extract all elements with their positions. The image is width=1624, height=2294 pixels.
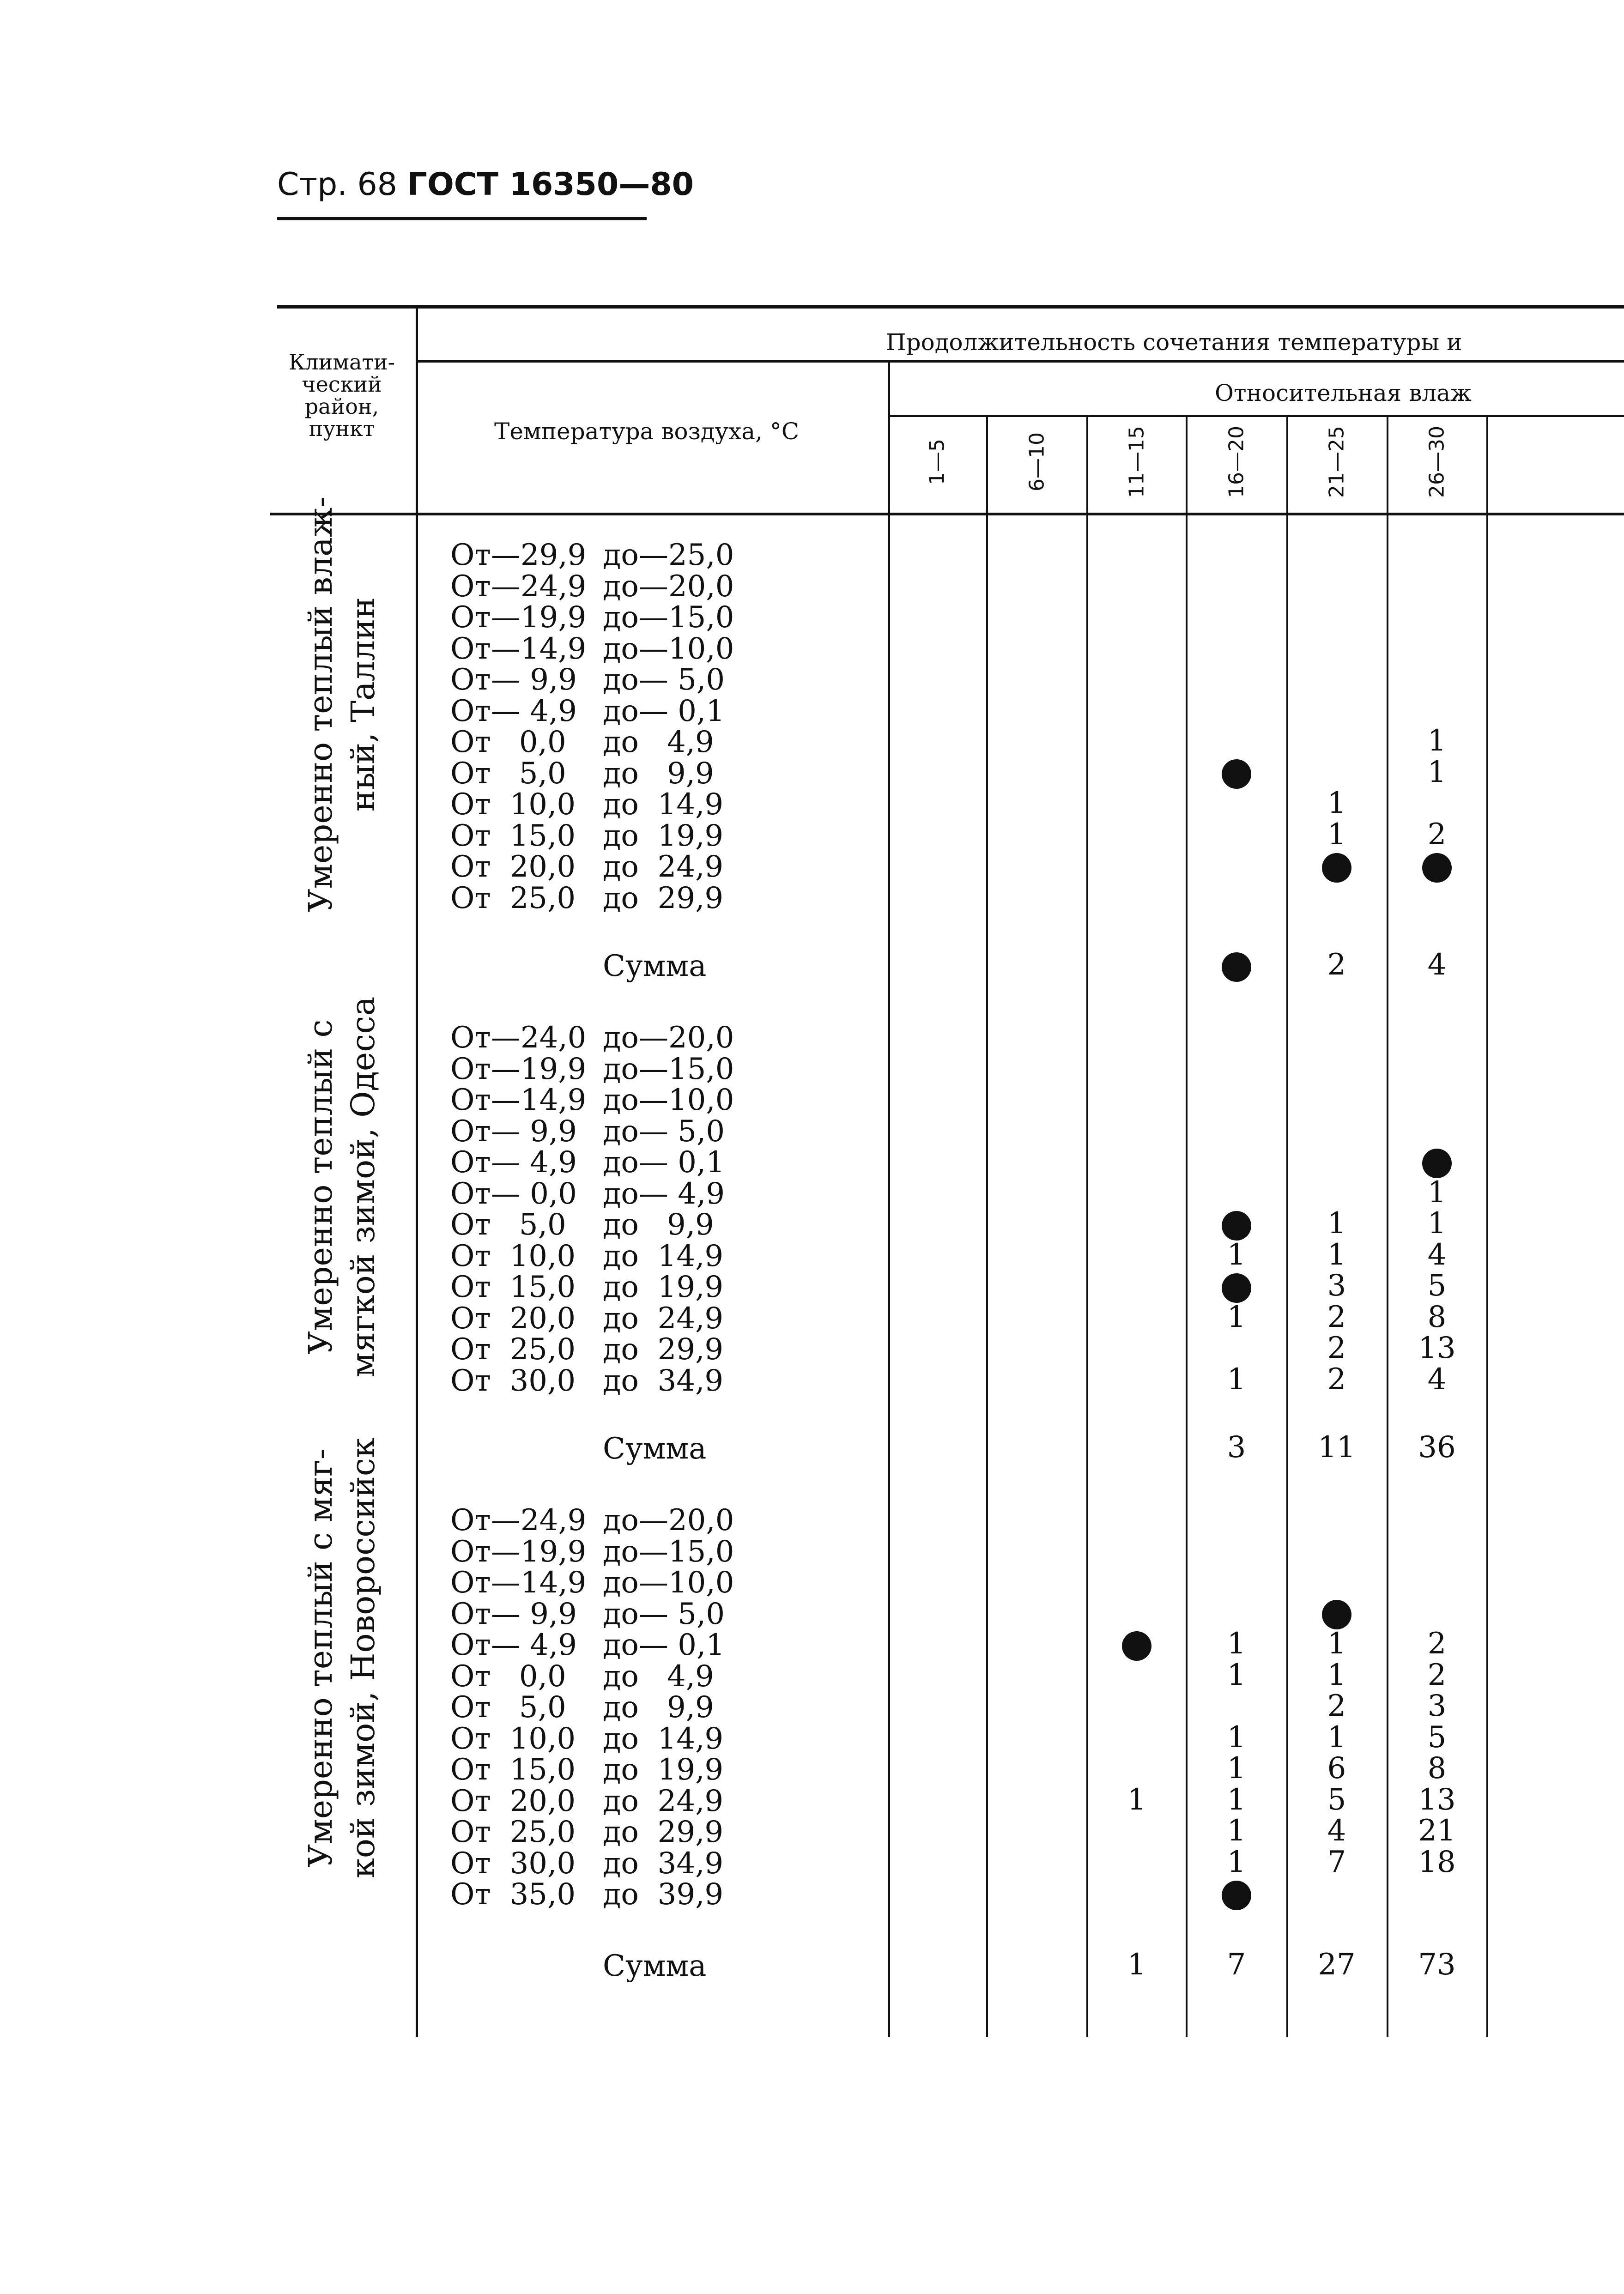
page-number: Стр. 68 [277, 166, 398, 203]
sum-cell: 36 [1418, 1430, 1456, 1465]
temp-from: От—14,9 [450, 631, 587, 666]
table-cell: 13 [1418, 1782, 1456, 1817]
temp-to: до—20,0 [603, 569, 734, 604]
table-cell: 1 [1227, 1845, 1246, 1879]
temp-from: От—24,0 [450, 1021, 587, 1055]
table-cell: 1 [1227, 1751, 1246, 1786]
temp-to: до 9,9 [603, 1208, 714, 1242]
stub-divider [416, 309, 418, 2037]
table-cell: 1 [1227, 1814, 1246, 1848]
table-cell: 1 [1327, 1720, 1346, 1755]
dot-marker-icon [1222, 1881, 1251, 1910]
temp-from: От 10,0 [450, 1721, 576, 1756]
sum-label: Сумма [603, 1432, 707, 1466]
temp-to: до—10,0 [603, 1083, 734, 1117]
temp-from: От 20,0 [450, 850, 576, 884]
dot-marker-icon [1222, 1273, 1251, 1303]
stub-header [268, 351, 416, 440]
col-divider-1 [986, 417, 988, 2037]
table-cell: 21 [1418, 1814, 1456, 1848]
table-cell: 1 [1427, 1206, 1447, 1241]
table-cell: 7 [1327, 1845, 1346, 1879]
temp-to: до— 5,0 [603, 1114, 725, 1149]
table-cell: 8 [1427, 1751, 1447, 1786]
region-label-line: Умеренно теплый с мяг- [302, 1448, 339, 1868]
table-cell: 1 [1327, 786, 1346, 820]
sum-cell: 3 [1227, 1430, 1246, 1465]
running-head-rule [277, 217, 647, 220]
table-cell: 5 [1427, 1720, 1447, 1755]
temp-to: до—10,0 [603, 1566, 734, 1600]
dot-marker-icon [1222, 759, 1251, 789]
temp-from: От 10,0 [450, 787, 576, 822]
sum-cell: 11 [1318, 1430, 1356, 1465]
table-cell: 3 [1427, 1689, 1447, 1723]
temp-from: От— 4,9 [450, 694, 577, 728]
dot-marker-icon [1222, 952, 1251, 982]
table-cell: 4 [1427, 1362, 1447, 1397]
temp-to: до 9,9 [603, 756, 714, 791]
temp-from: От 5,0 [450, 1208, 566, 1242]
temp-from: От 35,0 [450, 1877, 576, 1912]
temp-from: От 25,0 [450, 1815, 576, 1849]
table-cell: 1 [1427, 724, 1447, 758]
table-cell: 1 [1227, 1782, 1246, 1817]
temp-from: От 10,0 [450, 1239, 576, 1273]
temp-to: до— 5,0 [603, 1597, 725, 1631]
temp-from: От 15,0 [450, 1270, 576, 1304]
temp-to: до 29,9 [603, 881, 724, 915]
temp-from: От 15,0 [450, 818, 576, 853]
sum-cell [1209, 949, 1264, 982]
temp-from: От 25,0 [450, 1332, 576, 1367]
temp-from: От— 9,9 [450, 1597, 577, 1631]
temp-to: до 24,9 [603, 850, 724, 884]
subgroup-header-rule [889, 415, 1624, 417]
table-cell: 1 [1427, 1175, 1447, 1210]
col-divider-4 [1286, 417, 1288, 2037]
table-cell: 2 [1427, 1658, 1447, 1692]
temp-from: От—29,9 [450, 538, 587, 572]
table-cell: 1 [1227, 1362, 1246, 1397]
subgroup-header: Относительная влаж [1215, 380, 1472, 406]
table-cell: 2 [1427, 1627, 1447, 1661]
temp-from: От—24,9 [450, 1503, 587, 1537]
temp-to: до 19,9 [603, 818, 724, 853]
temp-from: От— 9,9 [450, 663, 577, 697]
temp-from: От 5,0 [450, 756, 566, 791]
table-cell: 1 [1327, 1237, 1346, 1272]
temp-from: От—14,9 [450, 1566, 587, 1600]
col-divider-2 [1086, 417, 1088, 2037]
temp-to: до 14,9 [603, 1721, 724, 1756]
temp-from: От— 4,9 [450, 1145, 577, 1180]
table-cell: 1 [1427, 755, 1447, 789]
temp-from: От— 0,0 [450, 1176, 577, 1211]
table-cell: 1 [1227, 1300, 1246, 1334]
table-cell: 4 [1427, 1237, 1447, 1272]
table-cell: 1 [1227, 1720, 1246, 1755]
table-cell: 1 [1327, 1206, 1346, 1241]
group-header-rule [418, 360, 1624, 363]
temp-to: до 9,9 [603, 1690, 714, 1725]
temp-from: От 20,0 [450, 1784, 576, 1818]
table-cell: 18 [1418, 1845, 1456, 1879]
header-bottom-rule [270, 513, 1624, 515]
table-cell: 1 [1127, 1782, 1146, 1817]
col-divider-3 [1186, 417, 1188, 2037]
table-cell: 1 [1227, 1627, 1246, 1661]
dot-marker-icon [1422, 853, 1452, 883]
sum-label: Сумма [603, 1949, 707, 1983]
sum-cell: 27 [1318, 1948, 1356, 1982]
table-cell: 8 [1427, 1300, 1447, 1334]
temp-to: до 14,9 [603, 787, 724, 822]
temp-from: От—19,9 [450, 1052, 587, 1086]
stub-header-line: ческий [302, 372, 382, 397]
temp-to: до 19,9 [603, 1753, 724, 1787]
running-head [277, 166, 694, 203]
temp-from: От 25,0 [450, 881, 576, 915]
region-label-line: Умеренно теплый влаж- [302, 496, 339, 912]
temp-to: до 34,9 [603, 1363, 724, 1398]
temp-to: до 29,9 [603, 1332, 724, 1367]
group-header: Продолжительность сочетания температуры и [886, 329, 1462, 356]
humidity-col-label: 1—5 [925, 439, 949, 485]
table-cell: 1 [1327, 1627, 1346, 1661]
sum-cell: 1 [1127, 1948, 1146, 1982]
dot-marker-icon [1322, 853, 1351, 883]
sum-cell: 2 [1327, 948, 1346, 982]
temp-from: От—19,9 [450, 1534, 587, 1569]
temp-to: до—20,0 [603, 1021, 734, 1055]
dot-marker-icon [1222, 1211, 1251, 1241]
temp-to: до—10,0 [603, 631, 734, 666]
table-cell: 2 [1327, 1362, 1346, 1397]
table-cell [1209, 1208, 1264, 1241]
temp-to: до 14,9 [603, 1239, 724, 1273]
table-cell [1209, 757, 1264, 789]
temp-to: до 4,9 [603, 1659, 714, 1694]
table-cell [1409, 850, 1465, 883]
table-cell: 5 [1427, 1269, 1447, 1303]
region-label-line: Умеренно теплый с [302, 1019, 339, 1355]
temp-from: От—19,9 [450, 600, 587, 635]
temp-from: От—14,9 [450, 1083, 587, 1117]
table-cell: 1 [1227, 1237, 1246, 1272]
temp-to: до 24,9 [603, 1784, 724, 1818]
temp-from: От 0,0 [450, 1659, 566, 1694]
humidity-col-label: 6—10 [1025, 432, 1049, 491]
temp-from: От 0,0 [450, 725, 566, 759]
temp-to: до 19,9 [603, 1270, 724, 1304]
temp-from: От 30,0 [450, 1363, 576, 1398]
table-cell: 1 [1327, 1658, 1346, 1692]
dot-marker-icon [1322, 1600, 1351, 1629]
temp-from: От 15,0 [450, 1753, 576, 1787]
stub-header-line: пункт [309, 416, 375, 441]
table-top-rule [277, 305, 1624, 309]
humidity-col-label: 21—25 [1325, 426, 1349, 498]
table-cell: 13 [1418, 1331, 1456, 1365]
temp-to: до— 0,1 [603, 1145, 725, 1180]
table-cell: 2 [1427, 817, 1447, 852]
temp-to: до 29,9 [603, 1815, 724, 1849]
humidity-col-label: 26—30 [1425, 426, 1449, 498]
table-cell: 3 [1327, 1269, 1346, 1303]
table-cell: 6 [1327, 1751, 1346, 1786]
temp-to: до 34,9 [603, 1846, 724, 1881]
temp-to: до 39,9 [603, 1877, 724, 1912]
region-label-line: кой зимой, Новороссийск [344, 1438, 382, 1878]
region-label-line: ный, Таллин [344, 597, 382, 812]
humidity-col-label: 11—15 [1125, 426, 1149, 498]
document-number: ГОСТ 16350—80 [407, 166, 694, 203]
sum-cell: 4 [1427, 948, 1447, 982]
temp-from: От— 4,9 [450, 1628, 577, 1662]
table-cell: 1 [1327, 817, 1346, 852]
temp-to: до—25,0 [603, 538, 734, 572]
temp-from: От 30,0 [450, 1846, 576, 1881]
temp-from: От 20,0 [450, 1301, 576, 1336]
table-cell [1109, 1628, 1164, 1661]
table-cell: 2 [1327, 1331, 1346, 1365]
temp-to: до—15,0 [603, 1052, 734, 1086]
temp-to: до— 0,1 [603, 694, 725, 728]
table-cell [1409, 1145, 1465, 1178]
temp-to: до—15,0 [603, 1534, 734, 1569]
temp-to: до—15,0 [603, 600, 734, 635]
table-cell: 5 [1327, 1782, 1346, 1817]
temp-divider [888, 363, 890, 2037]
table-cell [1309, 1597, 1364, 1630]
stub-header-line: район, [304, 394, 379, 419]
temp-to: до— 4,9 [603, 1176, 725, 1211]
temp-to: до— 5,0 [603, 663, 725, 697]
temp-to: до—20,0 [603, 1503, 734, 1537]
sum-cell: 7 [1227, 1948, 1246, 1982]
dot-marker-icon [1422, 1149, 1452, 1178]
table-cell: 2 [1327, 1300, 1346, 1334]
temp-to: до— 0,1 [603, 1628, 725, 1662]
temp-from: От 5,0 [450, 1690, 566, 1725]
table-cell: 1 [1227, 1658, 1246, 1692]
sum-cell: 73 [1418, 1948, 1456, 1982]
region-label-line: мягкой зимой, Одесса [344, 996, 382, 1378]
table-cell [1209, 1877, 1264, 1910]
dot-marker-icon [1122, 1631, 1151, 1661]
humidity-col-label: 16—20 [1224, 426, 1248, 498]
col-divider-5 [1387, 417, 1388, 2037]
temp-to: до 4,9 [603, 725, 714, 759]
table-cell: 4 [1327, 1814, 1346, 1848]
temperature-header: Температура воздуха, °С [494, 418, 800, 445]
table-cell: 2 [1327, 1689, 1346, 1723]
sum-label: Сумма [603, 949, 707, 983]
table-cell [1309, 850, 1364, 883]
table-cell [1209, 1270, 1264, 1303]
temp-from: От— 9,9 [450, 1114, 577, 1149]
temp-from: От—24,9 [450, 569, 587, 604]
col-divider-6 [1486, 417, 1488, 2037]
temp-to: до 24,9 [603, 1301, 724, 1336]
stub-header-line: Климати- [288, 350, 395, 375]
